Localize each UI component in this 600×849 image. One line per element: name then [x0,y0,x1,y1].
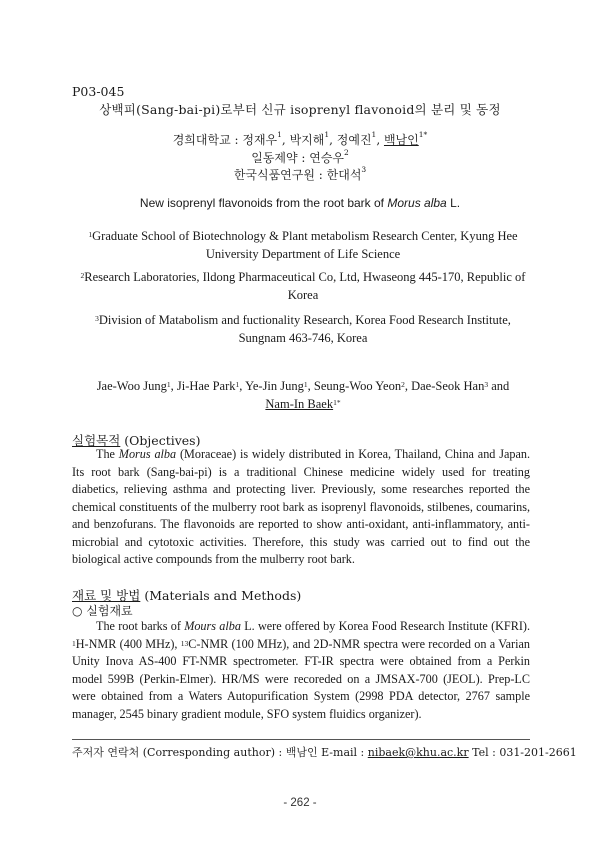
page-number: - 262 - [283,797,317,809]
author-list: Jae-Woo Jung$^1$, Ji-Hae Park$^1$, Ye-Jin Jung$^1$, Seung-Woo Yeon$^2$, Dae-Seok Han$^3$ and Nam-In Baek$^{1*}$ [96,379,510,411]
objectives-paragraph: The Morus alba (Moraceae) is widely distributed in Korea, Thailand, China and Japan. Its root bark (Sang-bai-pi) is a traditional Chinese medicine widely used for treating diabetics, relieving asthma and protecting liver. Previously, some researches reported the chemical constituents of the mulberry root bark as isoprenyl flavonoids, stilbenes, coumarins, and benzofurans. The flavonoids are reported to show anti-oxidant, anti-inflammatory, anti-microbial and cytotoxic activities. Therefore, this study was carried out to find out the biological active compounds from the mulberry root bark. [72,447,531,566]
materials-subheading: ○ 실험재료 [72,604,133,618]
institution-2: $^2$Research Laboratories, Ildong Pharmaceutical Co, Ltd, Hwaseong 445-170, Republic of Korea [80,270,526,302]
footer-rule [72,739,530,740]
institution-1: $^1$Graduate School of Biotechnology & Plant metabolism Research Center, Kyung Hee University Department of Life Science [88,229,518,261]
korean-affiliation-2: 일동제약 : 연승우$^2$ [251,148,349,165]
institution-3: $^3$Division of Matabolism and fuctionality Research, Korea Food Research Institute, Sungnam 463-746, Korea [95,313,511,345]
methods-paragraph: The root barks of Mours alba L. were offered by Korea Food Research Institute (KFRI). $^1$H-NMR (400 MHz), $^{13}$C-NMR (100 MHz), and 2D-NMR spectra were recorded on a Varian Unity Inova AS-400 FT-NMR spectrometer. FT-IR spectra were obtained from a Perkin model 599B (Perkin-Elmer). HR/MS were recoreded on a JMSAX-700 (JEOL). Prep-LC were obtained from a Waters Autopurification System (2998 PDA detector, 2767 sample manager, 2545 binary gradient module, SFO system fluidics organizer). [72,619,531,721]
korean-title: 상백피(Sang-bai-pi)로부터 신규 isoprenyl flavonoid의 분리 및 동정 [99,102,501,117]
email-link[interactable]: nibaek@khu.ac.kr [367,746,469,759]
corresponding-author: 주저자 연락처 (Corresponding author) : 백남인 E-mail : nibaek@khu.ac.kr Tel : 031-201-2661 [72,746,577,759]
korean-affiliation-3: 한국식품연구원 : 한대석$^3$ [233,165,367,182]
objectives-heading: 실험목적 (Objectives) [72,433,201,448]
korean-affiliation-1: 경희대학교 : 정재우$^1$, 박지해$^1$, 정예진$^1$, 백남인$^{1*}$ [172,130,428,147]
abstract-code: P03-045 [72,84,125,99]
english-title: New isoprenyl flavonoids from the root bark of Morus alba L. [139,196,461,210]
methods-heading: 재료 및 방법 (Materials and Methods) [72,588,302,603]
